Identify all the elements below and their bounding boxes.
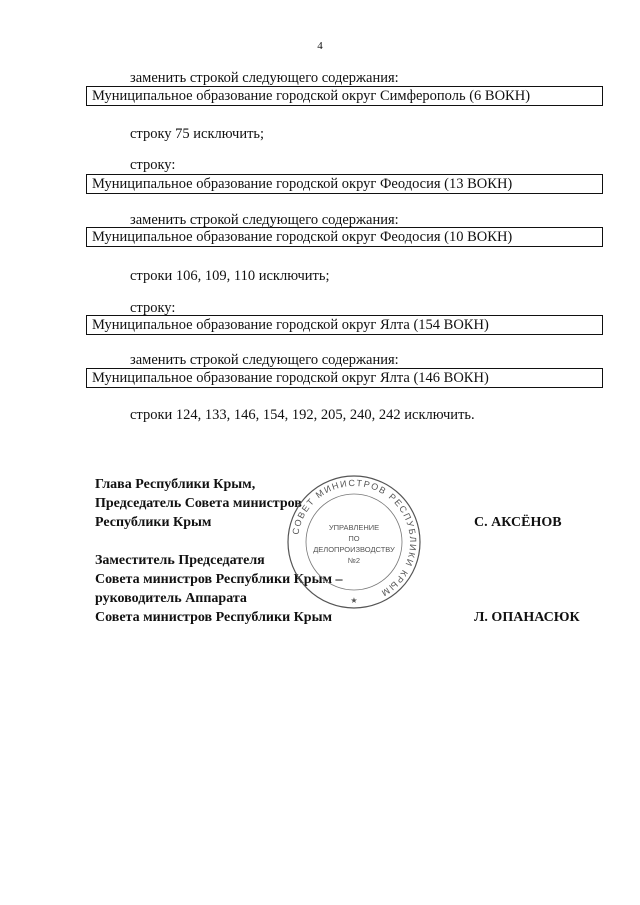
instruction-row-2: строку: [130, 300, 176, 316]
signature-name-1: С. АКСЁНОВ [474, 515, 562, 530]
signature-name-2: Л. ОПАНАСЮК [474, 610, 580, 625]
instruction-replace-1: заменить строкой следующего содержания: [130, 70, 399, 86]
seal-star-icon: ★ [350, 596, 358, 605]
instruction-replace-2: заменить строкой следующего содержания: [130, 212, 399, 228]
official-seal [284, 472, 424, 612]
instruction-delete-list: строки 124, 133, 146, 154, 192, 205, 240, 242 исключить. [130, 407, 475, 423]
instruction-delete-106-109-110: строки 106, 109, 110 исключить; [130, 268, 330, 284]
signature-position-line: Совета министров Республики Крым – [95, 572, 343, 587]
signature-position-line: руководитель Аппарата [95, 591, 247, 606]
instruction-row-1: строку: [130, 157, 176, 173]
page-number: 4 [317, 40, 323, 52]
signature-position-1 [95, 475, 302, 532]
instruction-delete-75: строку 75 исключить; [130, 126, 265, 142]
boxed-row-simferopol-new: Муниципальное образование городской округ Симферополь (6 ВОКН) [86, 86, 603, 106]
seal-inner-line: ДЕЛОПРОИЗВОДСТВУ [313, 545, 395, 554]
seal-outer-text: СОВЕТ МИНИСТРОВ РЕСПУБЛИКИ КРЫМ [290, 477, 419, 599]
seal-inner-line: №2 [347, 556, 361, 565]
signature-position-line: Председатель Совета министров [95, 496, 302, 511]
signature-position-line: Совета министров Республики Крым [95, 610, 333, 625]
seal-inner-line: УПРАВЛЕНИЕ [328, 523, 380, 532]
signature-position-line: Глава Республики Крым, [95, 477, 256, 492]
boxed-row-feodosia-old: Муниципальное образование городской округ Феодосия (13 ВОКН) [86, 174, 603, 194]
signature-position-line: Республики Крым [95, 515, 212, 530]
boxed-row-yalta-old: Муниципальное образование городской округ Ялта (154 ВОКН) [86, 315, 603, 335]
instruction-replace-3: заменить строкой следующего содержания: [130, 352, 399, 368]
signature-position-line: Заместитель Председателя [95, 553, 265, 568]
boxed-row-feodosia-new: Муниципальное образование городской округ Феодосия (10 ВОКН) [86, 227, 603, 247]
boxed-row-yalta-new: Муниципальное образование городской округ Ялта (146 ВОКН) [86, 368, 603, 388]
seal-inner-line: ПО [348, 534, 360, 543]
